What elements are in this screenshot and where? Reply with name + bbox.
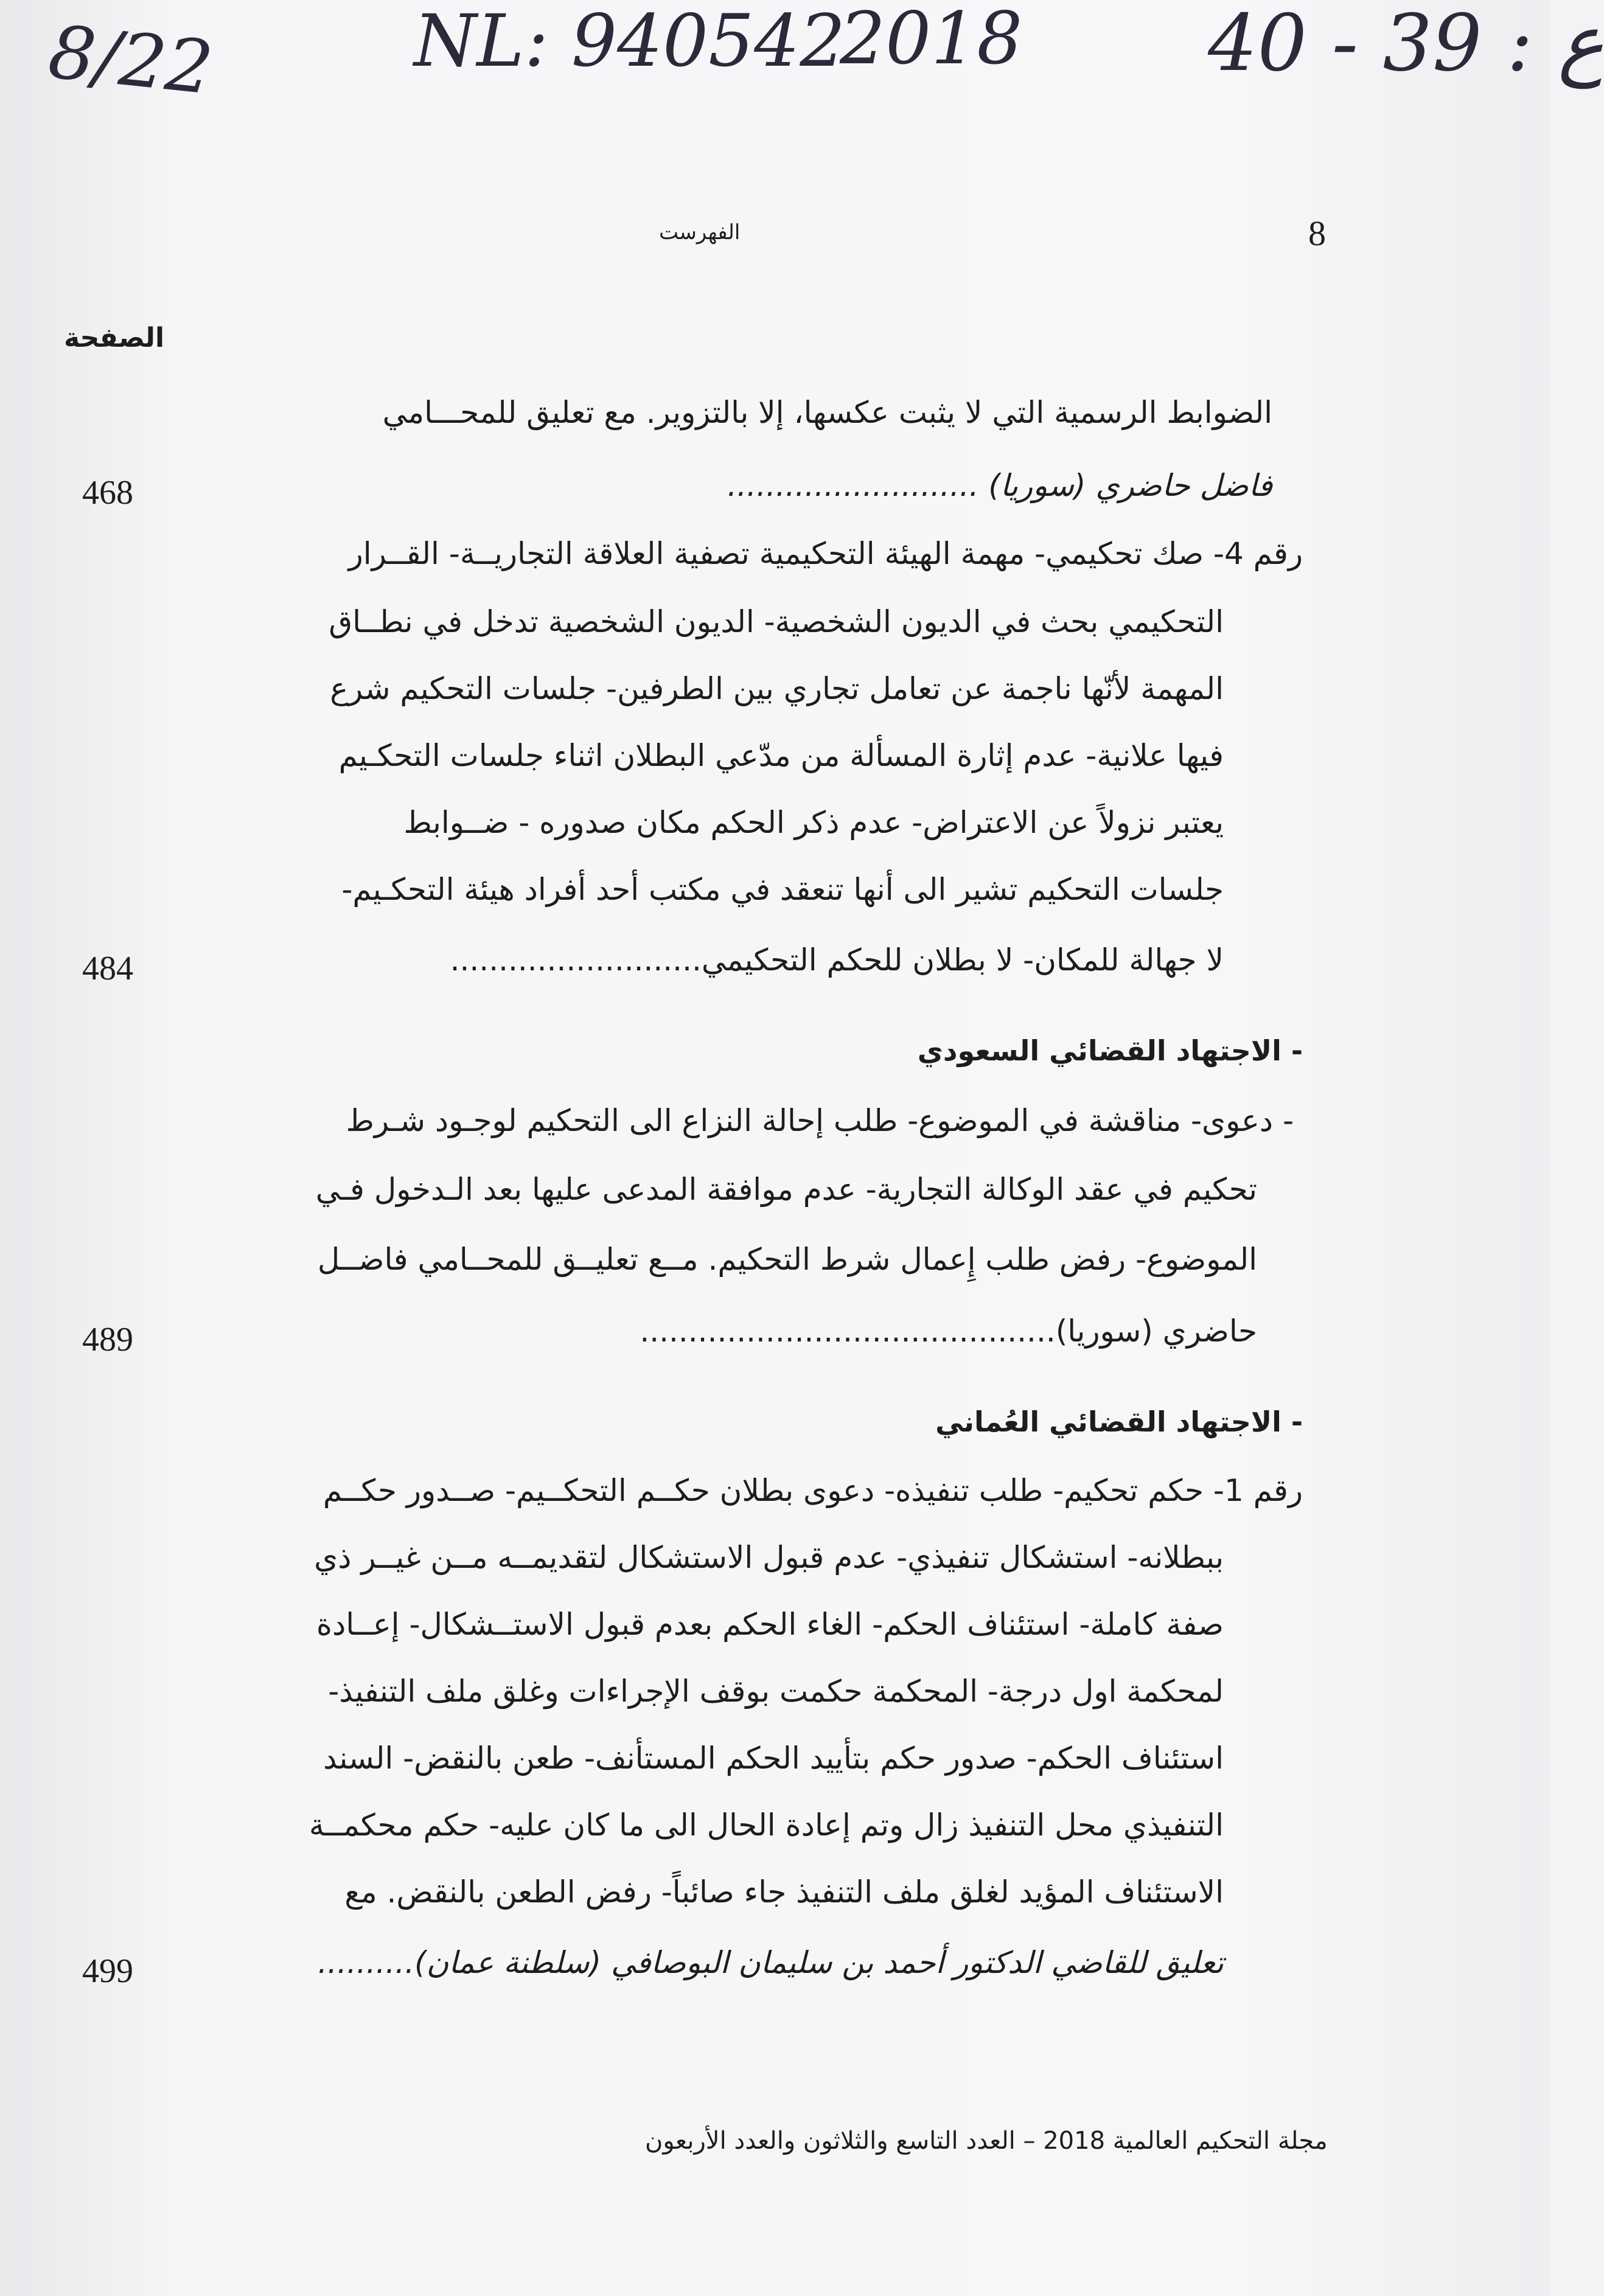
toc-line: التنفيذي محل التنفيذ زال وتم إعادة الحال الى ما كان عليه- حكم محكمــة: [309, 1807, 1224, 1843]
footer-journal-title: مجلة التحكيم العالمية 2018 – العدد التاسع والثلاثون والعدد الأربعون: [645, 2127, 1328, 2155]
section-heading-saudi: - الاجتهاد القضائي السعودي: [917, 1034, 1303, 1067]
toc-line: تعليق للقاضي الدكتور أحمد بن سليمان البوصافي (سلطنة عمان)..........: [318, 1945, 1224, 1980]
toc-line: يعتبر نزولاً عن الاعتراض- عدم ذكر الحكم مكان صدوره - ضــوابط: [403, 805, 1224, 840]
toc-line: رقم 4- صك تحكيمي- مهمة الهيئة التحكيمية تصفية العلاقة التجاريــة- القــرار: [348, 536, 1303, 571]
section-heading-omani: - الاجتهاد القضائي العُماني: [935, 1405, 1303, 1438]
page-number-484: 484: [82, 950, 133, 987]
toc-line: المهمة لأنّها ناجمة عن تعامل تجاري بين الطرفين- جلسات التحكيم شرع: [330, 671, 1224, 706]
toc-line: حاضري (سوريا)...........................................: [640, 1313, 1257, 1349]
page-number-468: 468: [82, 474, 133, 512]
toc-line: الاستئناف المؤيد لغلق ملف التنفيذ جاء صائباً- رفض الطعن بالنقض. مع: [344, 1874, 1224, 1910]
toc-line: الموضوع- رفض طلب إِعمال شرط التحكيم. مــع تعليــق للمحــامي فاضــل: [317, 1242, 1257, 1277]
toc-line: - دعوى- مناقشة في الموضوع- طلب إحالة النزاع الى التحكيم لوجـود شـرط: [346, 1103, 1294, 1138]
toc-line: جلسات التحكيم تشير الى أنها تنعقد في مكتب أحد أفراد هيئة التحكـيم-: [341, 872, 1224, 907]
toc-line: صفة كاملة- استئناف الحكم- الغاء الحكم بعدم قبول الاستــشكال- إعــادة: [316, 1607, 1224, 1642]
header-title: الفهرست: [659, 220, 741, 245]
toc-line: لا جهالة للمكان- لا بطلان للحكم التحكيمي..........................: [450, 942, 1224, 978]
toc-line: الضوابط الرسمية التي لا يثبت عكسها، إلا بالتزوير. مع تعليق للمحـــامي: [382, 395, 1272, 430]
toc-line: ببطلانه- استشكال تنفيذي- عدم قبول الاستشكال لتقديمــه مــن غيــر ذي: [314, 1540, 1224, 1575]
toc-line: لمحكمة اول درجة- المحكمة حكمت بوقف الإجراءات وغلق ملف التنفيذ-: [328, 1674, 1224, 1709]
handwritten-page-range: 40 - 39 : ع: [1208, 0, 1604, 89]
toc-line: رقم 1- حكم تحكيم- طلب تنفيذه- دعوى بطلان حكــم التحكــيم- صــدور حكــم: [323, 1473, 1303, 1508]
handwritten-year: 2018: [840, 0, 1023, 80]
page-column-label: الصفحة: [64, 322, 165, 353]
header-page-number: 8: [1308, 214, 1326, 253]
toc-line: التحكيمي بحث في الديون الشخصية- الديون الشخصية تدخل في نطــاق: [329, 604, 1224, 639]
page-number-499: 499: [82, 1952, 133, 1990]
toc-line: فاضل حاضري (سوريا) ..........................: [727, 468, 1272, 503]
toc-line: تحكيم في عقد الوكالة التجارية- عدم موافقة المدعى عليها بعد الـدخول فـي: [315, 1172, 1257, 1207]
handwritten-fraction: 8/22: [44, 10, 217, 111]
page-number-489: 489: [82, 1321, 133, 1358]
toc-line: فيها علانية- عدم إثارة المسألة من مدّعي البطلان اثناء جلسات التحكـيم: [338, 738, 1224, 773]
handwritten-code: NL: 940542: [414, 0, 846, 83]
toc-line: استئناف الحكم- صدور حكم بتأييد الحكم المستأنف- طعن بالنقض- السند: [323, 1741, 1224, 1776]
